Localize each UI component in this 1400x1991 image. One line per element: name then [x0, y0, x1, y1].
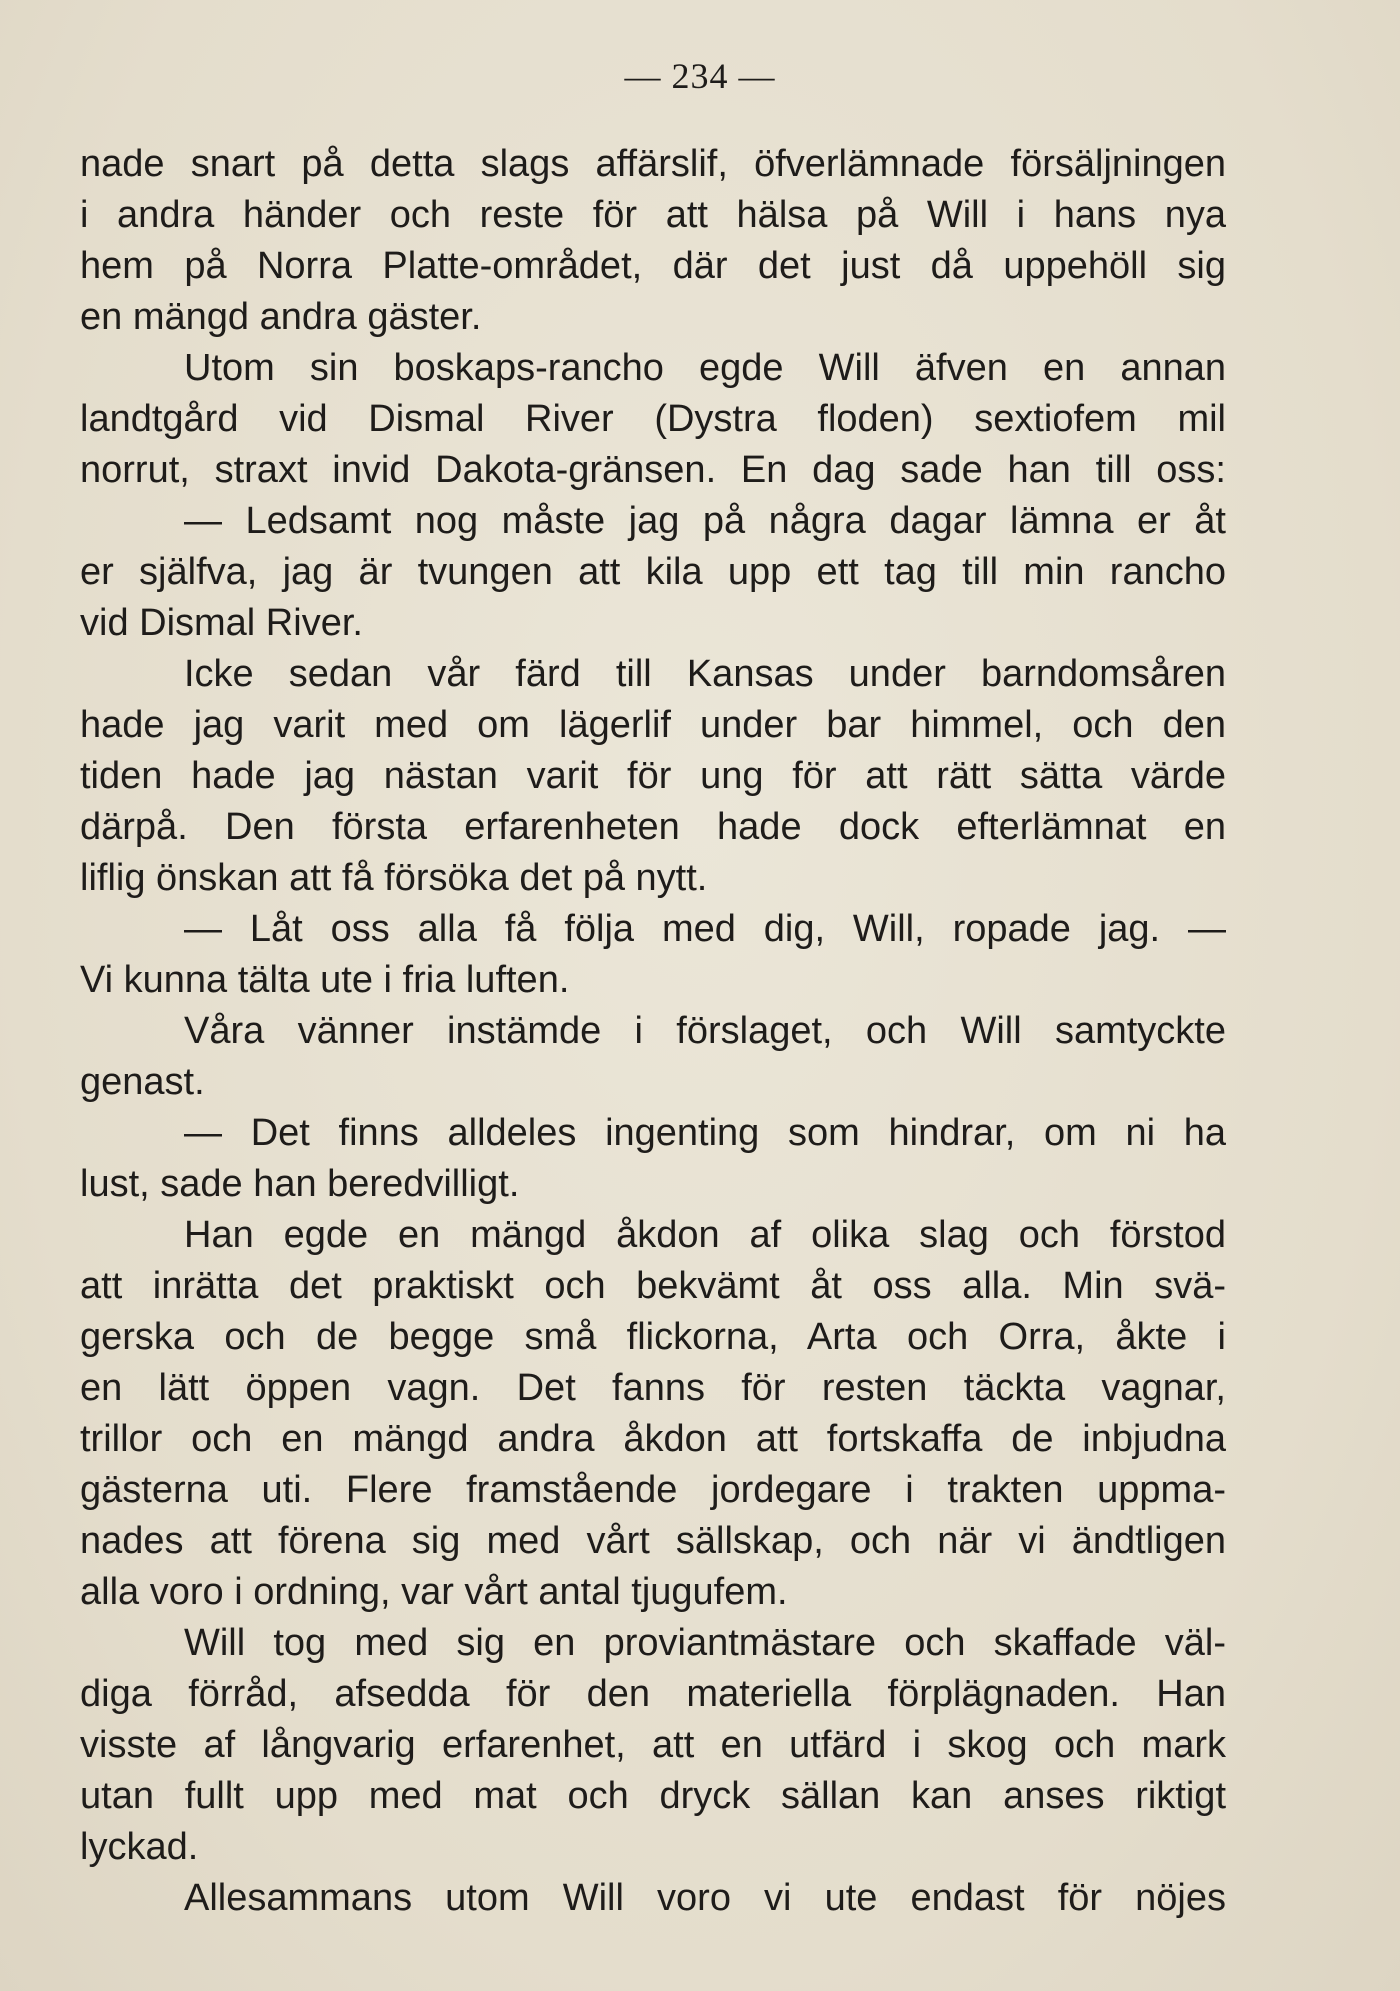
text-line: landtgård vid Dismal River (Dystra floden) sextiofem mil [80, 398, 1226, 440]
text-line: — Det finns alldeles ingenting som hindrar, om ni ha [184, 1112, 1226, 1154]
text-line: lust, sade han beredvilligt. [80, 1163, 520, 1205]
text-line: genast. [80, 1061, 205, 1103]
text-line: gerska och de begge små flickorna, Arta och Orra, åkte i [80, 1316, 1226, 1358]
text-line: — Ledsamt nog måste jag på några dagar lämna er åt [184, 500, 1226, 542]
text-line: diga förråd, afsedda för den materiella förplägnaden. Han [80, 1673, 1226, 1715]
text-line: lyckad. [80, 1826, 199, 1868]
text-line: utan fullt upp med mat och dryck sällan kan anses riktigt [80, 1775, 1226, 1817]
text-line: alla voro i ordning, var vårt antal tjugufem. [80, 1571, 788, 1613]
text-line: gästerna uti. Flere framstående jordegare i trakten uppma- [80, 1469, 1226, 1511]
text-line: nade snart på detta slags affärslif, öfverlämnade försäljningen [80, 143, 1226, 185]
text-line: nades att förena sig med vårt sällskap, och när vi ändtligen [80, 1520, 1226, 1562]
text-line: Icke sedan vår färd till Kansas under barndomsåren [184, 653, 1226, 695]
text-line: tiden hade jag nästan varit för ung för att rätt sätta värde [80, 755, 1226, 797]
text-line: Vi kunna tälta ute i fria luften. [80, 959, 570, 1001]
text-line: — Låt oss alla få följa med dig, Will, ropade jag. — [184, 908, 1226, 950]
text-line: norrut, straxt invid Dakota-gränsen. En dag sade han till oss: [80, 449, 1226, 491]
text-line: trillor och en mängd andra åkdon att fortskaffa de inbjudna [80, 1418, 1226, 1460]
text-line: hade jag varit med om lägerlif under bar himmel, och den [80, 704, 1226, 746]
text-line: Han egde en mängd åkdon af olika slag och förstod [184, 1214, 1226, 1256]
page-number: — 234 — [624, 56, 776, 96]
text-line: Allesammans utom Will voro vi ute endast för nöjes [184, 1877, 1226, 1919]
text-line: en lätt öppen vagn. Det fanns för resten täckta vagnar, [80, 1367, 1226, 1409]
body-text [80, 139, 1226, 1924]
text-line: Will tog med sig en proviantmästare och skaffade väl- [184, 1622, 1226, 1664]
text-line: Våra vänner instämde i förslaget, och Will samtyckte [184, 1010, 1226, 1052]
text-line: en mängd andra gäster. [80, 296, 482, 338]
text-line: hem på Norra Platte-området, där det just då uppehöll sig [80, 245, 1226, 287]
text-line: att inrätta det praktiskt och bekvämt åt oss alla. Min svä- [80, 1265, 1226, 1307]
text-line: därpå. Den första erfarenheten hade dock efterlämnat en [80, 806, 1226, 848]
text-line: Utom sin boskaps-rancho egde Will äfven en annan [184, 347, 1226, 389]
text-line: liflig önskan att få försöka det på nytt. [80, 857, 708, 899]
text-line: i andra händer och reste för att hälsa på Will i hans nya [80, 194, 1226, 236]
text-line: er själfva, jag är tvungen att kila upp ett tag till min rancho [80, 551, 1226, 593]
text-line: vid Dismal River. [80, 602, 363, 644]
text-line: visste af långvarig erfarenhet, att en utfärd i skog och mark [80, 1724, 1226, 1766]
